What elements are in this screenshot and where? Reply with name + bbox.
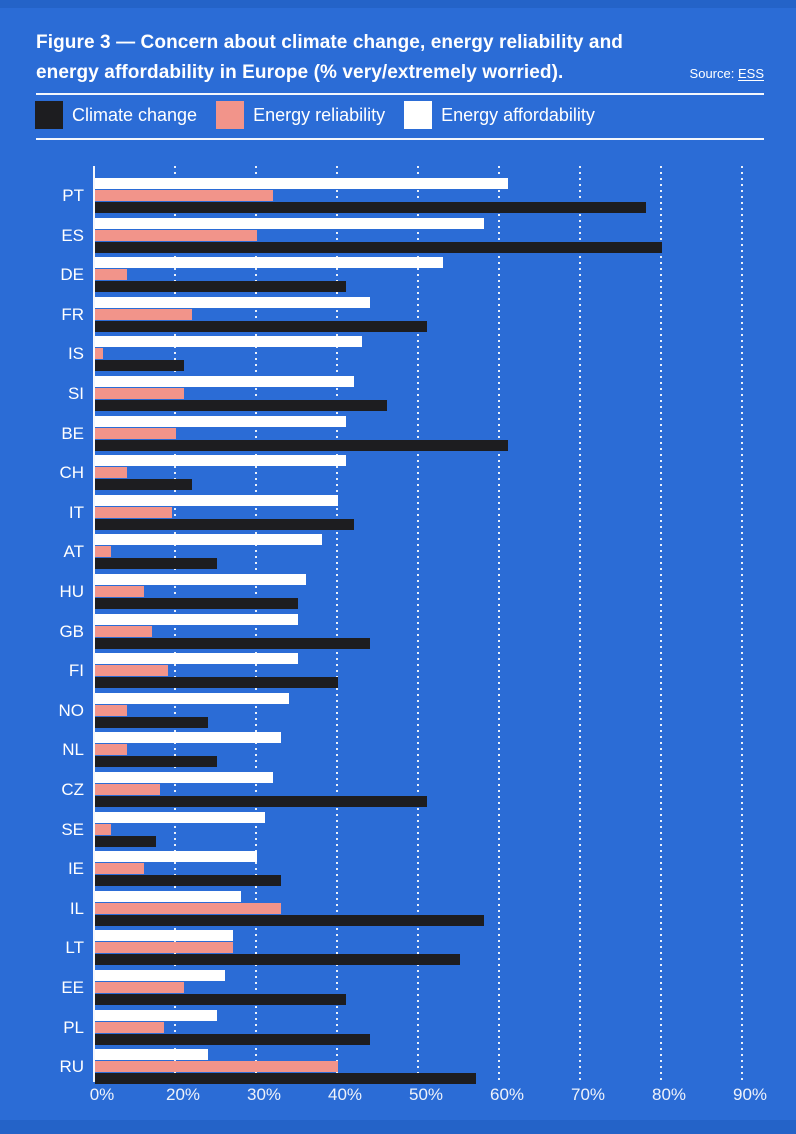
bar-energy-affordability-se	[95, 812, 265, 823]
bar-energy-reliability-it	[95, 507, 172, 518]
x-tick-label: 30%	[246, 1085, 282, 1104]
country-label-fi: FI	[68, 661, 84, 681]
country-label-ru: RU	[59, 1057, 84, 1077]
bar-climate-change-nl	[95, 756, 217, 767]
bar-energy-affordability-it	[95, 495, 338, 506]
bar-energy-reliability-lt	[95, 942, 233, 953]
bar-energy-affordability-at	[95, 534, 322, 545]
legend-label-climate-change: Climate change	[72, 105, 198, 125]
bar-energy-affordability-de	[95, 257, 443, 268]
bar-climate-change-ru	[95, 1073, 476, 1084]
bar-energy-reliability-gb	[95, 626, 152, 637]
country-label-ch: CH	[59, 463, 84, 483]
bar-energy-reliability-pl	[95, 1022, 164, 1033]
bar-climate-change-fr	[95, 321, 427, 332]
country-label-no: NO	[58, 700, 84, 720]
figure-title: Figure 3 — Concern about climate change, energy reliability and energy affordability in Europe (% very/extremely worried).	[36, 32, 623, 83]
gridline-50%	[417, 166, 419, 1082]
x-tick-label: 50%	[408, 1085, 444, 1104]
bar-climate-change-lt	[95, 954, 460, 965]
x-tick-label: 70%	[570, 1085, 606, 1104]
country-label-fr: FR	[61, 304, 84, 324]
bar-climate-change-si	[95, 400, 387, 411]
bar-energy-reliability-at	[95, 546, 111, 557]
country-label-pt: PT	[62, 186, 84, 205]
x-tick-label: 80%	[651, 1085, 687, 1104]
bar-energy-affordability-si	[95, 376, 354, 387]
country-label-lt: LT	[65, 938, 84, 958]
x-tick-label: 0%	[89, 1085, 115, 1104]
bar-energy-reliability-de	[95, 269, 127, 280]
bar-climate-change-il	[95, 915, 484, 926]
country-label-gb: GB	[59, 621, 84, 641]
bar-energy-affordability-gb	[95, 614, 298, 625]
bar-climate-change-fi	[95, 677, 338, 688]
bar-energy-reliability-ru	[95, 1061, 338, 1072]
bar-energy-reliability-pt	[95, 190, 273, 201]
country-label-si: SI	[67, 384, 84, 403]
bar-climate-change-cz	[95, 796, 427, 807]
bar-energy-affordability-cz	[95, 772, 273, 783]
bar-energy-affordability-nl	[95, 732, 281, 743]
x-tick-label: 60%	[489, 1085, 525, 1104]
bar-climate-change-de	[95, 281, 346, 292]
bar-energy-reliability-il	[95, 903, 281, 914]
bar-energy-reliability-se	[95, 824, 111, 835]
country-label-at: AT	[63, 542, 84, 562]
country-label-es: ES	[61, 225, 84, 245]
country-label-ee: EE	[61, 978, 84, 997]
bottom-edge-band	[0, 1120, 796, 1134]
bar-energy-affordability-no	[95, 693, 289, 704]
country-label-it: IT	[68, 502, 84, 522]
x-tick-label: 90%	[732, 1085, 768, 1104]
legend-label-energy-affordability: Energy affordability	[441, 105, 595, 125]
country-label-se: SE	[61, 819, 84, 839]
bar-climate-change-is	[95, 360, 184, 371]
bar-climate-change-at	[95, 558, 217, 569]
bar-energy-reliability-ie	[95, 863, 144, 874]
bar-energy-affordability-hu	[95, 574, 306, 585]
bar-climate-change-pl	[95, 1034, 370, 1045]
bar-energy-reliability-be	[95, 428, 176, 439]
bar-energy-reliability-no	[95, 705, 127, 716]
bar-climate-change-ee	[95, 994, 346, 1005]
bar-climate-change-hu	[95, 598, 298, 609]
bar-energy-affordability-ru	[95, 1049, 208, 1060]
bar-energy-affordability-ie	[95, 851, 257, 862]
bar-energy-affordability-pl	[95, 1010, 217, 1021]
x-tick-label: 20%	[165, 1085, 201, 1104]
bar-energy-reliability-is	[95, 348, 103, 359]
country-label-il: IL	[69, 898, 84, 918]
country-label-ie: IE	[67, 859, 84, 879]
country-label-be: BE	[61, 423, 84, 443]
bar-energy-reliability-ch	[95, 467, 127, 478]
bar-energy-affordability-lt	[95, 930, 233, 941]
legend-label-energy-reliability: Energy reliability	[253, 105, 386, 125]
gridline-70%	[579, 166, 581, 1082]
bar-energy-reliability-si	[95, 388, 184, 399]
bar-climate-change-be	[95, 440, 508, 451]
country-label-hu: HU	[59, 582, 84, 601]
source-link[interactable]: ESS	[737, 66, 764, 81]
bar-energy-affordability-ee	[95, 970, 225, 981]
country-label-de: DE	[60, 265, 84, 285]
bar-energy-reliability-nl	[95, 744, 127, 755]
gridline-80%	[660, 166, 662, 1082]
bar-energy-affordability-es	[95, 218, 484, 229]
bar-energy-affordability-fi	[95, 653, 298, 664]
bar-energy-reliability-fi	[95, 665, 168, 676]
bar-energy-reliability-cz	[95, 784, 160, 795]
bar-energy-affordability-ch	[95, 455, 346, 466]
bar-energy-reliability-fr	[95, 309, 192, 320]
country-label-cz: CZ	[61, 780, 84, 799]
bar-climate-change-it	[95, 519, 354, 530]
bar-energy-affordability-fr	[95, 297, 370, 308]
bar-climate-change-gb	[95, 638, 370, 649]
bar-energy-affordability-il	[95, 891, 241, 902]
source-label: Source:	[689, 66, 735, 81]
gridline-90%	[741, 166, 743, 1082]
country-label-pl: PL	[63, 1017, 84, 1037]
country-label-is: IS	[67, 344, 84, 364]
bar-energy-affordability-pt	[95, 178, 508, 189]
bar-climate-change-ch	[95, 479, 192, 490]
bar-energy-affordability-be	[95, 416, 346, 427]
bar-energy-reliability-hu	[95, 586, 144, 597]
bar-energy-reliability-ee	[95, 982, 184, 993]
x-tick-label: 40%	[327, 1085, 363, 1104]
bar-climate-change-se	[95, 836, 156, 847]
bar-climate-change-es	[95, 242, 662, 253]
bar-energy-reliability-es	[95, 230, 257, 241]
bar-energy-affordability-is	[95, 336, 362, 347]
bar-climate-change-no	[95, 717, 208, 728]
gridline-60%	[498, 166, 500, 1082]
bar-climate-change-ie	[95, 875, 281, 886]
country-label-nl: NL	[62, 740, 84, 760]
bar-climate-change-pt	[95, 202, 646, 213]
